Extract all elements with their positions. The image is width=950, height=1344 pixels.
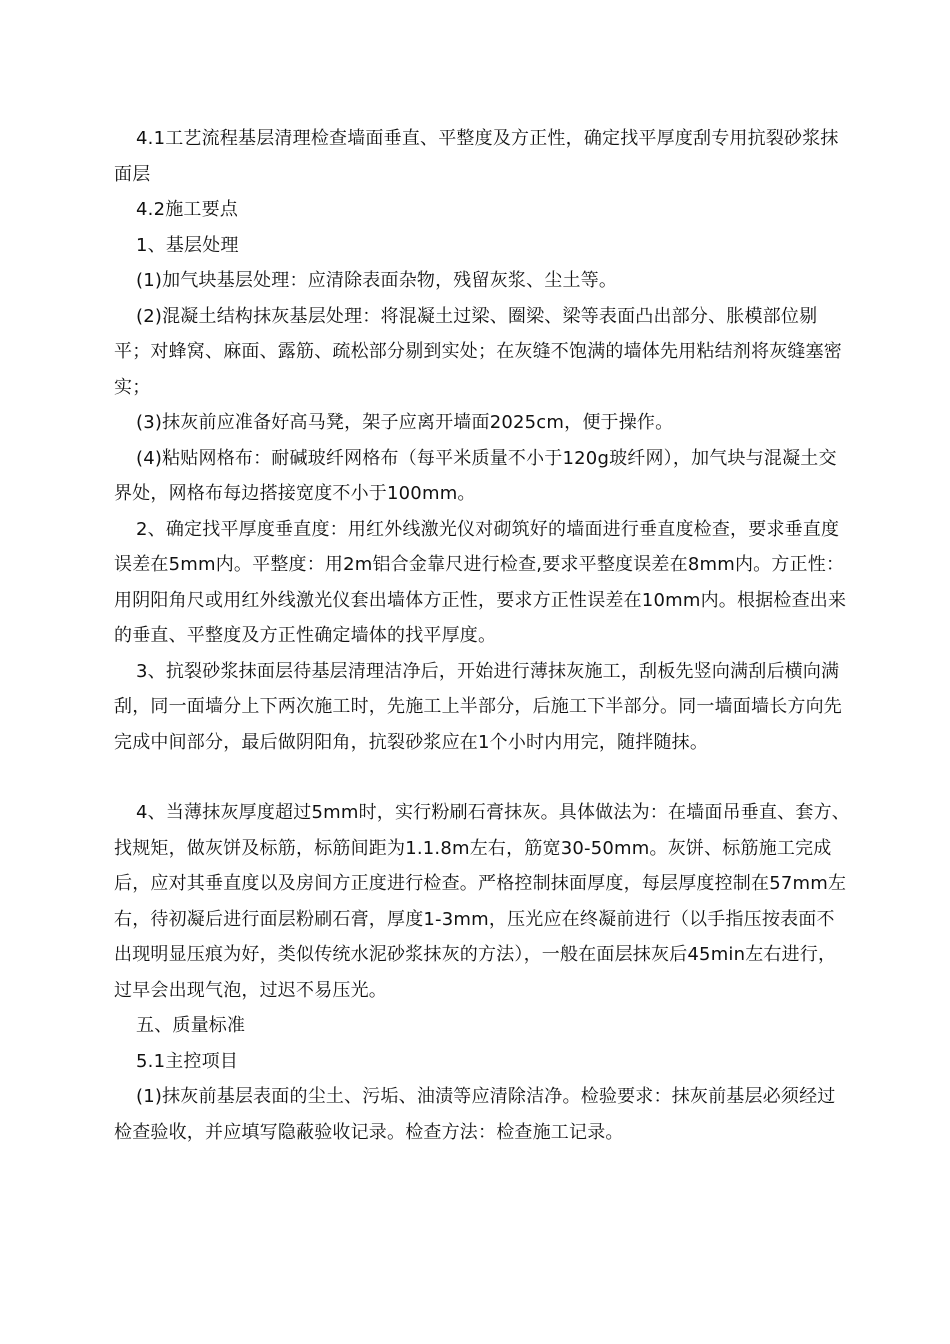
paragraph-aerated-block: (1)加气块基层处理：应清除表面杂物，残留灰浆、尘土等。 <box>136 270 618 291</box>
heading-5-1-main-items: 5.1主控项目 <box>136 1050 239 1072</box>
paragraph-concrete-base: (2)混凝土结构抹灰基层处理：将混凝土过梁、圈梁、梁等表面凸出部分、胀模部位剔平；对蜂窝、麻面、露筋、疏松部分剔到实处；在灰缝不饱满的墙体先用粘结剂将灰缝塞密实； <box>114 305 842 398</box>
heading-base-treatment: 1、基层处理 <box>136 234 239 256</box>
paragraph-base-cleaning: (1)抹灰前基层表面的尘土、污垢、油渍等应清除洁净。检验要求：抹灰前基层必须经过检查验收，并应填写隐蔽验收记录。检查方法：检查施工记录。 <box>114 1086 836 1143</box>
heading-4-2-construction-points: 4.2施工要点 <box>136 199 239 220</box>
paragraph-mesh-cloth: (4)粘贴网格布：耐碱玻纤网格布（每平米质量不小于120g玻纤网），加气块与混凝土交界处，网格布每边搭接宽度不小于100mm。 <box>114 447 837 504</box>
paragraph-leveling-check: 2、确定找平厚度垂直度：用红外线激光仪对砌筑好的墙面进行垂直度检查，要求垂直度误差在5mm内。平整度：用2m铝合金靠尺进行检查,要求平整度误差在8mm内。方正性：用阴阳角尺或用红外线激光仪套出墙体方正性，要求方正性误差在10mm内。根据检查出来的垂直、平整度及方正性确定墙体的找平厚度。 <box>114 518 847 646</box>
paragraph-crack-resistant-mortar: 3、抗裂砂浆抹面层待基层清理洁净后，开始进行薄抹灰施工，刮板先竖向满刮后横向满刮，同一面墙分上下两次施工时，先施工上半部分，后施工下半部分。同一墙面墙长方向先完成中间部分，最后做阴阳角，抗裂砂浆应在1个小时内用完，随拌随抹。 <box>114 660 842 753</box>
document-body <box>114 121 850 1150</box>
paragraph-gypsum-plaster: 4、当薄抹灰厚度超过5mm时，实行粉刷石膏抹灰。具体做法为：在墙面吊垂直、套方、找规矩，做灰饼及标筋，标筋间距为1.1.8m左右，筋宽30-50mm。灰饼、标筋施工完成后，应对其垂直度以及房间方正度进行检查。严格控制抹面厚度，每层厚度控制在57mm左右，待初凝后进行面层粉刷石膏，厚度1-3mm，压光应在终凝前进行（以手指压按表面不出现明显压痕为好，类似传统水泥砂浆抹灰的方法），一般在面层抹灰后45min左右进行，过早会出现气泡，过迟不易压光。 <box>114 802 850 1001</box>
paragraph-scaffold: (3)抹灰前应准备好高马凳，架子应离开墙面2025cm，便于操作。 <box>136 412 674 433</box>
paragraph-4-1-process: 4.1工艺流程基层清理检查墙面垂直、平整度及方正性，确定找平厚度刮专用抗裂砂浆抹面层 <box>114 128 839 185</box>
heading-quality-standard: 五、质量标准 <box>136 1015 246 1036</box>
